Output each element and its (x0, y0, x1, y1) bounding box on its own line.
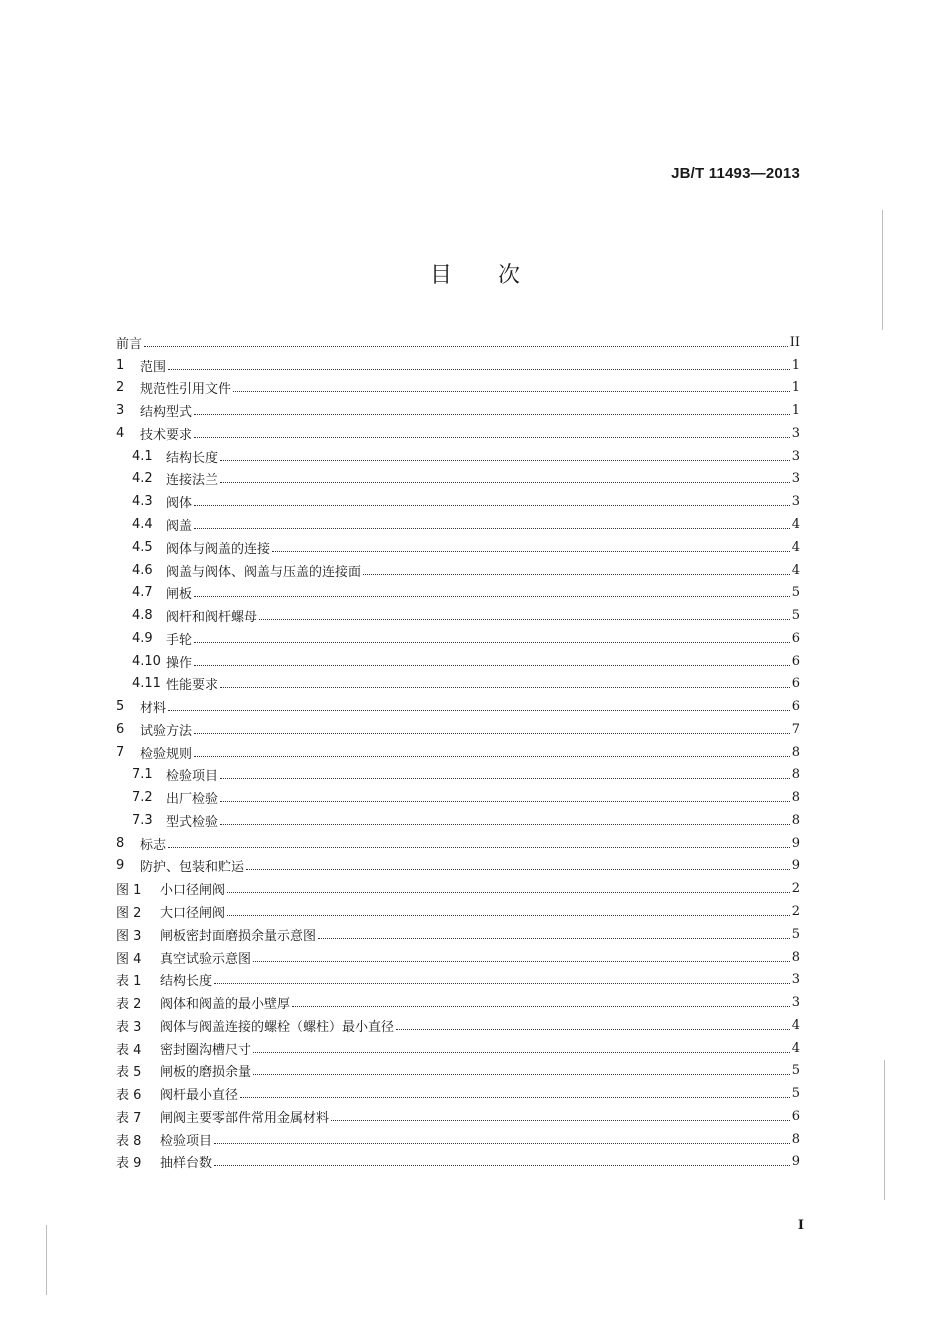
toc-dot-leader (220, 460, 790, 461)
toc-dot-leader (227, 915, 790, 916)
toc-entry[interactable] (116, 1105, 800, 1128)
toc-entry-title: 闸阀主要零部件常用金属材料 (160, 1110, 330, 1126)
toc-entry-page: 3 (791, 995, 800, 1011)
toc-entry[interactable] (116, 741, 800, 764)
toc-entry-title: 防护、包装和贮运 (140, 860, 245, 876)
toc-entry-number: 图 1 (116, 883, 142, 899)
toc-entry-title: 阀体 (166, 496, 193, 512)
toc-entry-number: 4.2 (132, 471, 153, 487)
toc-entry-number: 4.8 (132, 608, 153, 624)
toc-entry-number: 4.9 (132, 630, 153, 646)
toc-dot-leader (272, 551, 790, 552)
toc-entry[interactable] (116, 1082, 800, 1105)
toc-entry-number: 1 (116, 357, 125, 373)
toc-dot-leader (253, 1074, 790, 1075)
toc-entry-title: 阀盖与阀体、阀盖与压盖的连接面 (166, 564, 362, 580)
toc-entry-number: 4.1 (132, 448, 153, 464)
toc-entry-number: 9 (116, 858, 125, 874)
toc-dot-leader (318, 938, 790, 939)
toc-dot-leader (194, 756, 790, 757)
toc-entry-page: 1 (791, 357, 800, 373)
toc-dot-leader (214, 983, 790, 984)
table-of-contents (116, 331, 800, 1173)
toc-dot-leader (253, 961, 790, 962)
toc-entry-page: 8 (791, 1131, 800, 1147)
toc-entry-number: 4.7 (132, 585, 153, 601)
toc-entry-number: 3 (116, 403, 125, 419)
toc-dot-leader (194, 437, 790, 438)
toc-entry-page: 2 (791, 881, 800, 897)
toc-entry-page: 4 (791, 1017, 800, 1033)
scan-edge-line-left (46, 1225, 47, 1295)
toc-entry-page: 4 (791, 562, 800, 578)
page-number: I (797, 1218, 804, 1233)
toc-entry-number: 表 3 (116, 1019, 142, 1035)
toc-entry-page: 9 (791, 858, 800, 874)
toc-entry-number: 表 5 (116, 1065, 142, 1081)
toc-entry-title: 阀杆最小直径 (160, 1088, 239, 1104)
toc-entry-number: 图 2 (116, 906, 142, 922)
toc-entry-page: 5 (791, 608, 800, 624)
toc-dot-leader (214, 1143, 790, 1144)
toc-entry-title: 结构长度 (160, 974, 213, 990)
toc-dot-leader (194, 733, 790, 734)
toc-entry-number: 表 6 (116, 1088, 142, 1104)
toc-entry-page: 1 (791, 403, 800, 419)
toc-entry-page: 8 (791, 812, 800, 828)
toc-entry-number: 4.4 (132, 517, 153, 532)
toc-entry[interactable] (116, 991, 800, 1014)
toc-entry-page: 6 (791, 676, 800, 692)
toc-entry-page: 3 (791, 972, 800, 988)
toc-entry-page: 8 (791, 949, 800, 965)
toc-entry-page: 6 (791, 630, 800, 646)
toc-entry-number: 4.10 (132, 653, 161, 669)
toc-entry-page: 6 (791, 1108, 800, 1124)
toc-entry-page: 5 (791, 1063, 800, 1079)
toc-entry[interactable] (116, 627, 800, 650)
toc-dot-leader (331, 1120, 790, 1121)
toc-entry-page: 4 (791, 1040, 800, 1056)
toc-dot-leader (168, 710, 790, 711)
toc-entry-number: 8 (116, 835, 125, 851)
toc-entry[interactable] (116, 809, 800, 832)
toc-entry-page: 9 (791, 1154, 800, 1170)
toc-entry-page: 2 (791, 904, 800, 920)
toc-entry-title: 密封圈沟槽尺寸 (160, 1042, 252, 1058)
toc-entry[interactable] (116, 695, 800, 718)
toc-entry-number: 图 4 (116, 951, 142, 967)
toc-entry-title: 连接法兰 (166, 473, 219, 489)
toc-entry-title: 检验项目 (166, 769, 219, 785)
toc-entry[interactable] (116, 604, 800, 627)
title-char-1: 目 (429, 263, 452, 288)
toc-entry-title: 阀体与阀盖连接的螺栓（螺柱）最小直径 (160, 1019, 395, 1035)
toc-entry-number: 表 8 (116, 1133, 142, 1149)
toc-dot-leader (227, 892, 790, 893)
standard-number: JB/T 11493—2013 (671, 165, 800, 182)
toc-entry-page: 6 (791, 699, 800, 715)
toc-dot-leader (292, 1006, 790, 1007)
toc-entry[interactable] (116, 672, 800, 695)
scan-edge-line-right-lower (884, 1060, 885, 1200)
toc-dot-leader (194, 596, 790, 597)
toc-entry[interactable] (116, 1151, 800, 1174)
toc-entry[interactable] (116, 1060, 800, 1083)
toc-entry-page: 8 (791, 767, 800, 783)
toc-entry-page: 1 (791, 380, 800, 396)
toc-entry-title: 检验项目 (160, 1133, 213, 1149)
toc-entry-number: 5 (116, 699, 125, 715)
toc-entry[interactable] (116, 946, 800, 969)
toc-entry[interactable] (116, 536, 800, 559)
toc-dot-leader (246, 869, 790, 870)
toc-entry-page: 5 (791, 1086, 800, 1102)
toc-entry-title: 材料 (140, 701, 167, 717)
toc-entry[interactable] (116, 559, 800, 582)
toc-entry-title: 操作 (166, 655, 193, 671)
toc-entry-title: 前言 (116, 336, 143, 352)
toc-entry[interactable] (116, 832, 800, 855)
toc-entry[interactable] (116, 923, 800, 946)
toc-entry[interactable] (116, 490, 800, 513)
toc-entry-number: 6 (116, 721, 125, 737)
scan-edge-line-right (882, 210, 883, 330)
toc-entry-title: 大口径闸阀 (160, 906, 226, 922)
toc-entry[interactable] (116, 513, 800, 536)
toc-dot-leader (220, 482, 790, 483)
toc-entry[interactable] (116, 968, 800, 991)
toc-entry[interactable] (116, 581, 800, 604)
toc-entry-number: 4 (116, 425, 125, 441)
toc-entry-number: 4.6 (132, 562, 153, 578)
toc-entry-title: 技术要求 (140, 427, 193, 443)
toc-dot-leader (168, 847, 790, 848)
toc-entry[interactable] (116, 786, 800, 809)
toc-dot-leader (194, 528, 790, 529)
toc-entry-number: 图 3 (116, 928, 142, 944)
toc-entry-title: 范围 (140, 359, 167, 375)
toc-dot-leader (194, 665, 790, 666)
toc-dot-leader (168, 369, 790, 370)
toc-entry[interactable] (116, 877, 800, 900)
toc-entry-title: 小口径闸阀 (160, 883, 226, 899)
toc-entry-title: 结构型式 (140, 405, 193, 421)
toc-dot-leader (220, 824, 790, 825)
toc-entry-title: 检验规则 (140, 746, 193, 762)
toc-entry-page: 3 (791, 494, 800, 510)
toc-dot-leader (363, 574, 790, 575)
toc-entry-title: 型式检验 (166, 814, 219, 830)
toc-entry-number: 7.1 (132, 767, 153, 783)
toc-entry[interactable] (116, 855, 800, 878)
toc-entry-title: 标志 (140, 837, 167, 853)
toc-entry[interactable] (116, 377, 800, 400)
toc-entry-page: II (789, 334, 800, 350)
toc-entry[interactable] (116, 331, 800, 354)
toc-entry[interactable] (116, 1128, 800, 1151)
toc-dot-leader (194, 414, 790, 415)
toc-entry-title: 阀盖 (166, 519, 193, 534)
toc-entry-title: 阀体和阀盖的最小壁厚 (160, 997, 291, 1013)
toc-entry[interactable] (116, 1014, 800, 1037)
toc-entry-title: 闸板 (166, 587, 193, 603)
toc-entry-number: 7.3 (132, 812, 153, 828)
toc-entry-page: 4 (791, 539, 800, 555)
toc-entry-number: 7 (116, 744, 125, 760)
toc-entry-title: 真空试验示意图 (160, 951, 252, 967)
toc-entry-page: 5 (791, 585, 800, 601)
toc-entry-page: 7 (791, 721, 800, 737)
toc-dot-leader (144, 346, 788, 347)
toc-dot-leader (259, 619, 790, 620)
toc-dot-leader (240, 1097, 790, 1098)
toc-entry-title: 抽样台数 (160, 1156, 213, 1172)
toc-dot-leader (220, 778, 790, 779)
toc-entry-title: 结构长度 (166, 450, 219, 466)
toc-entry[interactable] (116, 445, 800, 468)
toc-entry[interactable] (116, 468, 800, 491)
toc-entry[interactable] (116, 1037, 800, 1060)
toc-dot-leader (396, 1029, 790, 1030)
toc-entry-page: 3 (791, 448, 800, 464)
toc-entry[interactable] (116, 900, 800, 923)
toc-entry-number: 表 4 (116, 1042, 142, 1058)
toc-dot-leader (194, 505, 790, 506)
toc-entry-title: 手轮 (166, 632, 193, 648)
toc-dot-leader (253, 1052, 790, 1053)
toc-entry-title: 闸板密封面磨损余量示意图 (160, 928, 317, 944)
toc-entry-page: 6 (791, 653, 800, 669)
toc-entry-title: 阀体与阀盖的连接 (166, 541, 271, 557)
toc-entry[interactable] (116, 354, 800, 377)
toc-dot-leader (233, 391, 790, 392)
toc-entry-page: 8 (791, 790, 800, 806)
toc-dot-leader (220, 801, 790, 802)
toc-dot-leader (194, 642, 790, 643)
toc-entry-number: 2 (116, 380, 125, 396)
toc-entry-number: 表 9 (116, 1156, 142, 1172)
toc-entry-title: 规范性引用文件 (140, 382, 232, 398)
toc-entry-number: 4.11 (132, 676, 161, 692)
toc-entry-page: 3 (791, 471, 800, 487)
toc-entry-page: 5 (791, 926, 800, 942)
page-title (0, 258, 950, 289)
toc-entry-number: 4.3 (132, 494, 153, 510)
toc-entry-page: 4 (791, 517, 800, 532)
toc-entry-title: 闸板的磨损余量 (160, 1065, 252, 1081)
toc-entry[interactable] (116, 764, 800, 787)
toc-dot-leader (220, 687, 790, 688)
toc-entry-page: 8 (791, 744, 800, 760)
toc-entry-number: 表 1 (116, 974, 142, 990)
toc-dot-leader (214, 1165, 790, 1166)
toc-entry-title: 阀杆和阀杆螺母 (166, 610, 258, 626)
toc-entry-number: 4.5 (132, 539, 153, 555)
toc-entry[interactable] (116, 718, 800, 741)
toc-entry-number: 7.2 (132, 790, 153, 806)
toc-entry-title: 性能要求 (166, 678, 219, 694)
toc-entry[interactable] (116, 399, 800, 422)
toc-entry-title: 出厂检验 (166, 792, 219, 808)
toc-entry-title: 试验方法 (140, 723, 193, 739)
toc-entry-page: 3 (791, 425, 800, 441)
toc-entry[interactable] (116, 650, 800, 673)
toc-entry-number: 表 2 (116, 997, 142, 1013)
toc-entry-page: 9 (791, 835, 800, 851)
toc-entry-number: 表 7 (116, 1110, 142, 1126)
title-char-2: 次 (498, 263, 521, 288)
toc-entry[interactable] (116, 422, 800, 445)
